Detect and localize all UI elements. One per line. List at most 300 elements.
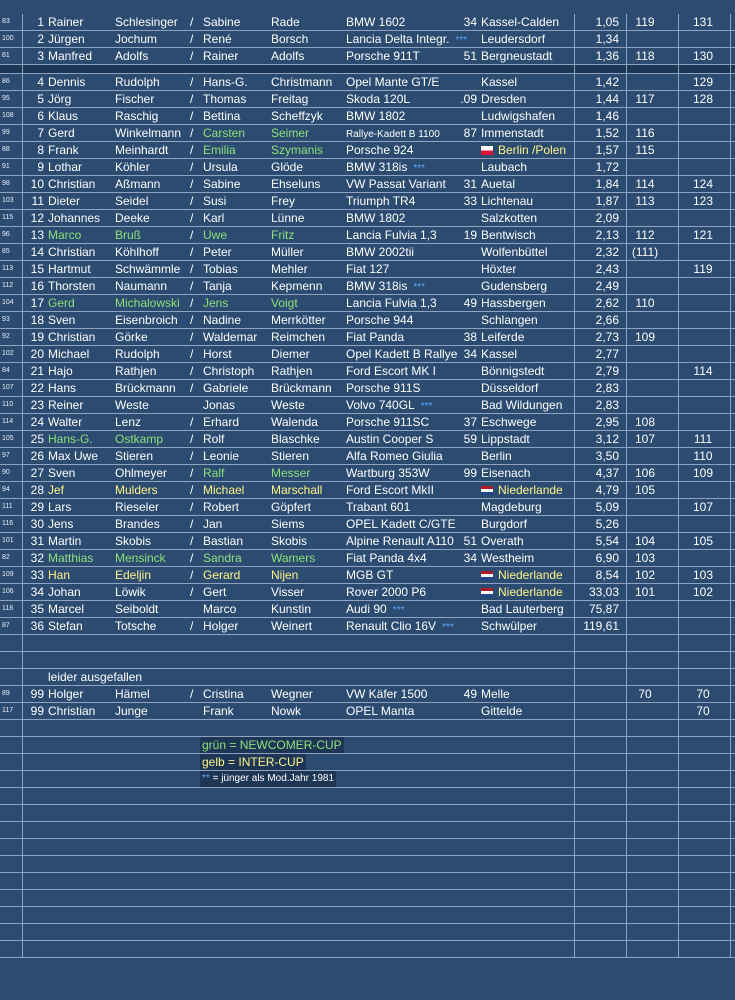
start-number: 102: [2, 350, 14, 357]
column-divider: [730, 14, 731, 958]
slash-separator: /: [190, 449, 194, 463]
codriver-first-name: Marco: [203, 602, 237, 616]
car-year: [457, 312, 477, 328]
car-model: [346, 193, 415, 209]
driver-last-name: Winkelmann: [115, 126, 182, 140]
hometown-text: Höxter: [481, 262, 517, 276]
hometown: [481, 159, 527, 175]
section-divider: [0, 65, 735, 74]
car-year: [457, 108, 477, 124]
driver-first-name: Stefan: [48, 619, 83, 633]
position: 28: [30, 483, 44, 497]
start-number: 109: [2, 571, 14, 578]
newer-car-marker: ***: [420, 401, 433, 412]
slash-separator: /: [190, 160, 194, 174]
driver-first-name: Jürgen: [48, 32, 85, 46]
hometown: [481, 618, 537, 634]
car-model-text: Trabant 601: [346, 500, 411, 514]
driver-last-name: Skobis: [115, 534, 152, 548]
slash-separator: /: [190, 15, 194, 29]
car-year: [457, 261, 477, 277]
hometown: [481, 601, 564, 617]
driver-first-name: Lothar: [48, 160, 83, 174]
time-result: [575, 703, 619, 719]
codriver-last-name: Skobis: [271, 534, 308, 548]
points-overall: [680, 516, 726, 532]
points-overall: 130: [692, 49, 714, 63]
points-overall: [680, 312, 726, 328]
car-model: [346, 14, 405, 30]
position: 16: [30, 279, 44, 293]
driver-first-name: Gerd: [48, 296, 75, 310]
position: 4: [37, 75, 44, 89]
empty-row: [0, 839, 735, 856]
points-overall: 129: [692, 75, 714, 89]
car-year: 38: [463, 330, 477, 344]
time-result: 1,46: [595, 109, 619, 123]
driver-first-name: Hans-G.: [48, 432, 93, 446]
driver-last-name: Köhlhoff: [115, 245, 159, 259]
car-model-text: BMW 318is: [346, 160, 408, 174]
codriver-last-name: Diemer: [271, 347, 310, 361]
driver-last-name: Edeljin: [115, 568, 152, 582]
newer-car-marker: ***: [442, 622, 454, 633]
car-model: [346, 533, 454, 549]
car-model-text: Ford Escort MkII: [346, 483, 435, 497]
table-row: [0, 516, 735, 533]
position: 12: [30, 211, 44, 225]
hometown: [481, 516, 527, 532]
table-row: [0, 261, 735, 278]
position: 21: [30, 364, 44, 378]
table-row: [0, 159, 735, 176]
table-row: [0, 125, 735, 142]
codriver-first-name: Uwe: [203, 228, 228, 242]
slash-separator: /: [190, 568, 194, 582]
car-model: [346, 159, 425, 175]
car-year: [457, 210, 477, 226]
position: 26: [30, 449, 44, 463]
hometown-text: Bergneustadt: [481, 49, 553, 63]
time-result: 6,90: [595, 551, 619, 565]
driver-first-name: Dennis: [48, 75, 86, 89]
car-year: [457, 601, 477, 617]
codriver-last-name: Nowk: [271, 704, 302, 718]
driver-last-name: Aßmann: [115, 177, 161, 191]
codriver-first-name: Jan: [203, 517, 223, 531]
start-number: 108: [2, 112, 14, 119]
slash-separator: /: [190, 92, 194, 106]
slash-separator: /: [190, 517, 194, 531]
empty-row: [0, 669, 735, 686]
slash-separator: /: [190, 347, 194, 361]
start-number: 110: [2, 401, 14, 408]
slash-separator: /: [190, 262, 194, 276]
car-model-text: VW Käfer 1500: [346, 687, 428, 701]
car-model: [346, 703, 414, 719]
hometown: [481, 31, 545, 47]
position: 18: [30, 313, 44, 327]
car-year: [457, 516, 477, 532]
hometown-text: Schwülper: [481, 619, 538, 633]
start-number: 93: [2, 316, 10, 323]
start-number: 84: [2, 367, 10, 374]
start-number: 81: [2, 52, 10, 59]
empty-row: [0, 924, 735, 941]
start-number: 114: [2, 418, 14, 425]
car-model-text: MGB GT: [346, 568, 394, 582]
car-model-text: Porsche 911S: [346, 381, 421, 395]
position: 13: [30, 228, 44, 242]
slash-separator: /: [190, 177, 194, 191]
start-number: 100: [2, 35, 14, 42]
car-model-text: Opel Mante GT/E: [346, 75, 440, 89]
points-class: 110: [635, 296, 655, 310]
table-row: [0, 312, 735, 329]
codriver-last-name: Walenda: [271, 415, 318, 429]
car-model: [346, 48, 420, 64]
hometown-text: Overath: [481, 534, 524, 548]
codriver-first-name: Gert: [203, 585, 227, 599]
hometown: [481, 74, 517, 90]
driver-last-name: Seiboldt: [115, 602, 159, 616]
car-year: 19: [463, 228, 477, 242]
car-model: [346, 74, 439, 90]
codriver-first-name: Rolf: [203, 432, 225, 446]
slash-separator: /: [190, 194, 194, 208]
time-result: 2,77: [595, 347, 619, 361]
points-class: [627, 380, 663, 396]
codriver-first-name: Gabriele: [203, 381, 249, 395]
driver-last-name: Deeke: [115, 211, 150, 225]
start-number: 83: [2, 18, 10, 25]
driver-last-name: Stieren: [115, 449, 154, 463]
points-class: [627, 278, 663, 294]
codriver-last-name: Scheffzyk: [271, 109, 323, 123]
car-model-text: BMW 318is: [346, 279, 408, 293]
hometown: [481, 14, 559, 30]
table-row: [0, 74, 735, 91]
slash-separator: /: [190, 75, 194, 89]
driver-first-name: Johannes: [48, 211, 101, 225]
points-overall: 123: [692, 194, 714, 208]
car-model: [346, 516, 456, 532]
driver-first-name: Klaus: [48, 109, 79, 123]
start-number: 87: [2, 622, 10, 629]
position: 24: [30, 415, 44, 429]
codriver-last-name: Göpfert: [271, 500, 312, 514]
start-number: 98: [2, 180, 10, 187]
time-result: 1,05: [595, 15, 619, 29]
driver-last-name: Fischer: [115, 92, 155, 106]
position: 5: [37, 92, 44, 106]
column-divider: [574, 14, 575, 958]
position: 35: [30, 602, 44, 616]
points-overall: 119: [693, 262, 713, 276]
slash-separator: /: [190, 126, 194, 140]
start-number: 116: [2, 520, 14, 527]
driver-last-name: Junge: [115, 704, 148, 718]
table-row: [0, 380, 735, 397]
start-number: 91: [2, 163, 10, 170]
car-year: 49: [463, 687, 477, 701]
hometown-text: Ludwigshafen: [481, 109, 556, 123]
car-year: [457, 618, 477, 634]
points-class: [627, 108, 663, 124]
hometown: [481, 533, 524, 549]
time-result: 2,49: [595, 279, 619, 293]
table-row: [0, 244, 735, 261]
newer-car-marker: ***: [413, 282, 426, 293]
start-number: 101: [2, 537, 14, 544]
hometown: [481, 703, 522, 719]
start-number: 107: [2, 384, 14, 391]
car-model: [346, 448, 443, 464]
codriver-last-name: Rade: [271, 15, 300, 29]
driver-first-name: Sven: [48, 466, 76, 480]
driver-first-name: Lars: [48, 500, 72, 514]
car-model-text: Fiat 127: [346, 262, 390, 276]
car-year: [457, 363, 477, 379]
driver-first-name: Rainer: [48, 15, 84, 29]
hometown: [481, 91, 526, 107]
codriver-first-name: Tobias: [203, 262, 238, 276]
codriver-first-name: Waldemar: [203, 330, 258, 344]
hometown-text: Magdeburg: [481, 500, 542, 514]
hometown: [481, 686, 510, 702]
slash-separator: /: [190, 500, 194, 514]
table-row: [0, 91, 735, 108]
slash-separator: /: [190, 415, 194, 429]
driver-last-name: Jochum: [115, 32, 158, 46]
time-result: 1,72: [595, 160, 619, 174]
time-result: 5,09: [595, 500, 619, 514]
slash-separator: /: [190, 534, 194, 548]
car-model: [346, 601, 404, 617]
codriver-last-name: Reimchen: [271, 330, 326, 344]
hometown-text: Kassel-Calden: [481, 15, 560, 29]
hometown: [481, 567, 563, 583]
codriver-first-name: Sandra: [203, 551, 242, 565]
hometown-text: Bad Wildungen: [481, 398, 563, 412]
car-year: [457, 74, 477, 90]
hometown-text: Leiferde: [481, 330, 525, 344]
car-model-text: Audi 90: [346, 602, 387, 616]
hometown-text: Niederlande: [498, 483, 563, 497]
driver-last-name: Lenz: [115, 415, 142, 429]
position: 22: [30, 381, 44, 395]
start-number: 88: [2, 146, 10, 153]
points-class: [627, 159, 663, 175]
car-year: [457, 397, 477, 413]
codriver-first-name: Nadine: [203, 313, 242, 327]
car-year: 51: [463, 49, 477, 63]
hometown: [481, 346, 517, 362]
slash-separator: /: [190, 143, 194, 157]
driver-first-name: Christian: [48, 704, 96, 718]
car-model-text: Lancia Delta Integr.: [346, 32, 450, 46]
points-overall: 131: [692, 15, 714, 29]
points-overall: [680, 125, 726, 141]
car-model-text: Porsche 944: [346, 313, 414, 327]
time-result: 2,62: [595, 296, 619, 310]
points-overall: 102: [692, 585, 714, 599]
driver-last-name: Seidel: [115, 194, 149, 208]
car-model: [346, 329, 404, 345]
position: 15: [30, 262, 44, 276]
points-class: [627, 397, 663, 413]
points-overall: [680, 210, 726, 226]
car-year: 49: [463, 296, 477, 310]
points-overall: [680, 159, 726, 175]
codriver-last-name: Freitag: [271, 92, 309, 106]
table-row: [0, 448, 735, 465]
table-row: [0, 533, 735, 550]
position: 11: [31, 194, 44, 208]
points-overall: 121: [692, 228, 714, 242]
slash-separator: /: [190, 245, 194, 259]
driver-last-name: Schlesinger: [115, 15, 178, 29]
points-overall: 70: [696, 687, 710, 701]
position: 99: [30, 704, 44, 718]
start-number: 112: [2, 282, 14, 289]
codriver-last-name: Messer: [271, 466, 311, 480]
hometown: [481, 108, 555, 124]
points-overall: [680, 601, 726, 617]
points-class: 112: [635, 228, 655, 242]
start-number: 115: [2, 214, 14, 221]
driver-last-name: Görke: [115, 330, 148, 344]
points-overall: 128: [692, 92, 714, 106]
hometown: [481, 176, 515, 192]
table-row: [0, 397, 735, 414]
codriver-first-name: Thomas: [203, 92, 247, 106]
position: 2: [37, 32, 44, 46]
driver-last-name: Köhler: [115, 160, 150, 174]
car-model: [346, 397, 432, 413]
time-result: 2,79: [595, 364, 619, 378]
points-class: 119: [635, 15, 655, 29]
car-model: [346, 261, 389, 277]
points-class: 113: [635, 194, 655, 208]
points-class: 106: [634, 466, 656, 480]
time-result: 2,43: [595, 262, 619, 276]
slash-separator: /: [190, 381, 194, 395]
hometown-text: Laubach: [481, 160, 528, 174]
table-row: [0, 601, 735, 618]
hometown: [481, 261, 516, 277]
codriver-first-name: Sabine: [203, 177, 241, 191]
table-row: [0, 108, 735, 125]
hometown-text: Schlangen: [481, 313, 538, 327]
car-year: [457, 482, 477, 498]
hometown-text: Gudensberg: [481, 279, 548, 293]
points-class: 104: [634, 534, 656, 548]
driver-last-name: Ostkamp: [115, 432, 164, 446]
points-overall: 114: [693, 364, 713, 378]
start-number: 85: [2, 248, 10, 255]
points-overall: [680, 618, 726, 634]
table-row: [0, 618, 735, 635]
points-overall: [680, 414, 726, 430]
car-year: 33: [463, 194, 477, 208]
hometown: [481, 380, 538, 396]
driver-first-name: Dieter: [48, 194, 81, 208]
hometown-text: Bad Lauterberg: [481, 602, 564, 616]
table-row: [0, 431, 735, 448]
codriver-last-name: Szymanis: [271, 143, 324, 157]
points-overall: 124: [692, 177, 714, 191]
netherlands-flag-icon: [481, 588, 493, 597]
car-year: [457, 31, 477, 47]
driver-last-name: Totsche: [115, 619, 157, 633]
driver-last-name: Rudolph: [115, 75, 160, 89]
codriver-last-name: Kepmenn: [271, 279, 323, 293]
newer-car-marker: ***: [413, 163, 426, 174]
slash-separator: /: [190, 296, 194, 310]
hometown: [481, 312, 538, 328]
start-number: 111: [2, 503, 13, 510]
codriver-first-name: Carsten: [203, 126, 246, 140]
poland-flag-icon: [481, 146, 493, 155]
start-number: 96: [2, 231, 10, 238]
car-model: [346, 380, 421, 396]
codriver-last-name: Adolfs: [271, 49, 305, 63]
table-row: [0, 48, 735, 65]
points-class: [627, 74, 663, 90]
hometown-text: Immenstadt: [481, 126, 544, 140]
table-row: [0, 346, 735, 363]
codriver-first-name: Jens: [203, 296, 229, 310]
codriver-first-name: Jonas: [203, 398, 236, 412]
car-model-text: Rover 2000 P6: [346, 585, 427, 599]
slash-separator: /: [190, 330, 194, 344]
car-model-text: Skoda 120L: [346, 92, 411, 106]
hometown: [481, 125, 544, 141]
codriver-last-name: Christmann: [271, 75, 333, 89]
car-model-text: Rallye-Kadett B 1100: [346, 129, 440, 140]
car-model: [346, 210, 405, 226]
empty-row: [0, 856, 735, 873]
start-number: 105: [2, 435, 14, 442]
slash-separator: /: [190, 551, 194, 565]
position: 7: [37, 126, 44, 140]
car-year: 51: [463, 534, 477, 548]
codriver-last-name: Frey: [271, 194, 295, 208]
points-class: 101: [634, 585, 656, 599]
time-result: 1,84: [595, 177, 619, 191]
car-model: [346, 584, 426, 600]
driver-first-name: Max Uwe: [48, 449, 99, 463]
codriver-last-name: Brückmann: [271, 381, 332, 395]
driver-first-name: Hajo: [48, 364, 73, 378]
points-class: 107: [634, 432, 656, 446]
car-model: [346, 244, 414, 260]
table-row: [0, 142, 735, 159]
slash-separator: /: [190, 32, 194, 46]
hometown: [481, 295, 546, 311]
driver-last-name: Mulders: [115, 483, 158, 497]
points-class: 114: [635, 177, 655, 191]
car-model-text: Porsche 924: [346, 143, 414, 157]
car-model: [346, 550, 427, 566]
hometown-text: Burgdorf: [481, 517, 528, 531]
points-class: 108: [634, 415, 656, 429]
driver-first-name: Christian: [48, 245, 96, 259]
driver-first-name: Sven: [48, 313, 76, 327]
hometown: [481, 397, 562, 413]
hometown: [481, 482, 563, 498]
